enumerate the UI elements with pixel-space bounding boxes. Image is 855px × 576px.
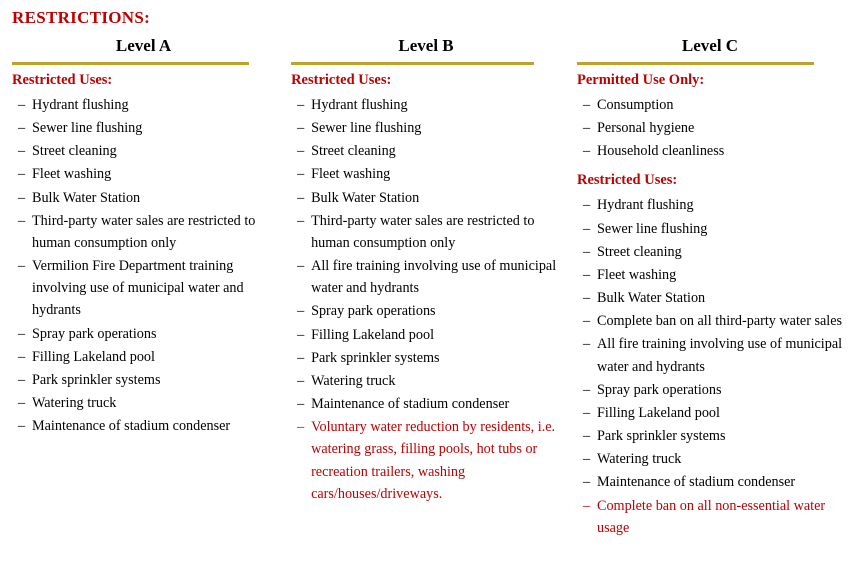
dash-bullet-icon: – — [297, 120, 305, 137]
dash-bullet-icon: – — [18, 258, 26, 275]
section-label: Permitted Use Only: — [577, 72, 705, 88]
list-item-text: Fleet washing — [597, 266, 677, 283]
list-item — [575, 471, 845, 493]
list-item-text: Park sprinkler systems — [311, 349, 440, 366]
heading-rule-level-c — [577, 62, 814, 65]
list-item-text: Park sprinkler systems — [32, 371, 161, 388]
list-item-text: Spray park operations — [311, 303, 436, 320]
list-item-text: Hydrant flushing — [32, 97, 129, 113]
list-item — [10, 94, 277, 116]
dash-bullet-icon: – — [583, 336, 591, 353]
list-item-text: Watering truck — [32, 395, 117, 412]
dash-bullet-icon: – — [583, 197, 591, 214]
list-item — [575, 379, 845, 401]
dash-bullet-icon: – — [18, 325, 26, 342]
list-item — [289, 163, 563, 185]
page-title: RESTRICTIONS: — [12, 8, 151, 27]
column-heading-level-b: Level B — [398, 36, 454, 55]
column-level-b — [289, 36, 575, 506]
restriction-list-b — [289, 94, 563, 505]
levels-container — [10, 36, 845, 540]
list-item — [289, 255, 563, 299]
list-item — [289, 370, 563, 392]
list-item-text: Spray park operations — [32, 325, 157, 342]
dash-bullet-icon: – — [297, 143, 305, 160]
list-item — [10, 415, 277, 437]
list-item — [575, 333, 845, 377]
list-item-highlighted — [289, 416, 563, 505]
dash-bullet-icon: – — [297, 166, 305, 183]
section-label: Restricted Uses: — [577, 172, 678, 189]
dash-bullet-icon: – — [18, 348, 26, 365]
restriction-list-a — [10, 94, 277, 437]
section-label: Restricted Uses: — [291, 72, 392, 88]
list-item — [289, 393, 563, 415]
list-item-text: Spray park operations — [597, 381, 722, 398]
list-item-text: Hydrant flushing — [311, 97, 408, 113]
list-item — [289, 210, 563, 254]
dash-bullet-icon: – — [583, 97, 591, 113]
list-item — [289, 347, 563, 369]
list-item — [575, 94, 845, 116]
list-item-text: Fleet washing — [311, 166, 391, 183]
dash-bullet-icon: – — [297, 303, 305, 320]
list-item — [575, 448, 845, 470]
list-item — [10, 369, 277, 391]
list-item — [575, 117, 845, 139]
list-item — [10, 210, 277, 254]
dash-bullet-icon: – — [583, 243, 591, 260]
list-item — [575, 310, 845, 332]
list-item-text: Bulk Water Station — [32, 189, 141, 206]
dash-bullet-icon: – — [583, 474, 591, 491]
list-item — [575, 241, 845, 263]
list-item — [575, 264, 845, 286]
dash-bullet-icon: – — [297, 419, 305, 436]
heading-rule-level-b — [291, 62, 534, 65]
list-item-text: Sewer line flushing — [311, 120, 422, 137]
list-item-text: All fire training involving use of municipal water and hydrants — [311, 258, 557, 297]
list-item-text: Household cleanliness — [597, 143, 725, 160]
dash-bullet-icon: – — [297, 326, 305, 343]
list-item-highlighted — [575, 495, 845, 539]
list-item — [289, 300, 563, 322]
sections-level-b — [289, 72, 563, 505]
list-item-text: Third-party water sales are restricted to human consumption only — [311, 212, 535, 251]
list-item — [575, 140, 845, 162]
list-item-text: Voluntary water reduction by residents, i.e. watering grass, filling pools, hot tubs or recreation trailers, washing cars/houses/driveways. — [311, 419, 556, 502]
sections-level-c — [575, 72, 845, 539]
section-label: Restricted Uses: — [12, 72, 113, 88]
restriction-list-c — [575, 194, 845, 538]
dash-bullet-icon: – — [18, 143, 26, 160]
list-item-text: All fire training involving use of municipal water and hydrants — [597, 336, 843, 375]
dash-bullet-icon: – — [583, 313, 591, 330]
list-item — [10, 323, 277, 345]
list-item-text: Bulk Water Station — [597, 290, 706, 307]
list-item-text: Street cleaning — [32, 143, 117, 160]
list-item-text: Fleet washing — [32, 166, 112, 183]
list-item-text: Maintenance of stadium condenser — [597, 474, 796, 491]
list-item-text: Vermilion Fire Department training involving use of municipal water and hydrants — [32, 258, 244, 319]
dash-bullet-icon: – — [297, 212, 305, 229]
sections-level-a — [10, 72, 277, 437]
dash-bullet-icon: – — [297, 258, 305, 275]
dash-bullet-icon: – — [583, 220, 591, 237]
section-restricted-uses-c — [575, 172, 845, 538]
dash-bullet-icon: – — [297, 97, 305, 113]
list-item-text: Maintenance of stadium condenser — [311, 396, 510, 413]
dash-bullet-icon: – — [583, 428, 591, 445]
list-item — [575, 287, 845, 309]
list-item — [575, 218, 845, 240]
column-level-a — [10, 36, 289, 438]
dash-bullet-icon: – — [18, 212, 26, 229]
dash-bullet-icon: – — [18, 395, 26, 412]
list-item-text: Complete ban on all third-party water sales — [597, 313, 843, 330]
list-item-text: Street cleaning — [597, 243, 682, 260]
list-item-text: Third-party water sales are restricted to human consumption only — [32, 212, 256, 251]
section-restricted-uses-a — [10, 72, 277, 437]
dash-bullet-icon: – — [583, 266, 591, 283]
list-item — [289, 324, 563, 346]
list-item-text: Bulk Water Station — [311, 189, 420, 206]
list-item — [575, 425, 845, 447]
list-item-text: Complete ban on all non-essential water usage — [597, 497, 826, 536]
list-item-text: Street cleaning — [311, 143, 396, 160]
list-item-text: Watering truck — [311, 372, 396, 389]
list-item — [10, 255, 277, 321]
list-item-text: Maintenance of stadium condenser — [32, 418, 231, 435]
list-item — [289, 94, 563, 116]
dash-bullet-icon: – — [18, 120, 26, 137]
dash-bullet-icon: – — [583, 451, 591, 468]
dash-bullet-icon: – — [583, 143, 591, 160]
list-item-text: Park sprinkler systems — [597, 428, 726, 445]
dash-bullet-icon: – — [18, 418, 26, 435]
list-item-text: Consumption — [597, 97, 674, 113]
dash-bullet-icon: – — [583, 497, 591, 514]
list-item — [575, 194, 845, 216]
list-item-text: Filling Lakeland pool — [597, 404, 720, 421]
section-permitted-use-only-c — [575, 72, 845, 162]
list-item — [10, 187, 277, 209]
list-item-text: Filling Lakeland pool — [311, 326, 435, 343]
dash-bullet-icon: – — [297, 349, 305, 366]
column-level-c — [575, 36, 845, 540]
list-item — [10, 117, 277, 139]
dash-bullet-icon: – — [18, 97, 26, 113]
dash-bullet-icon: – — [583, 404, 591, 421]
list-item-text: Watering truck — [597, 451, 682, 468]
dash-bullet-icon: – — [583, 381, 591, 398]
column-heading-level-c: Level C — [681, 36, 739, 55]
permitted-list-c — [575, 94, 845, 162]
dash-bullet-icon: – — [18, 166, 26, 183]
list-item-text: Hydrant flushing — [597, 197, 694, 214]
heading-rule-level-a — [12, 62, 249, 65]
list-item — [289, 117, 563, 139]
column-heading-level-a: Level A — [115, 36, 172, 55]
list-item — [10, 140, 277, 162]
dash-bullet-icon: – — [297, 372, 305, 389]
list-item — [10, 392, 277, 414]
list-item — [289, 140, 563, 162]
dash-bullet-icon: – — [297, 396, 305, 413]
list-item-text: Personal hygiene — [597, 120, 695, 137]
dash-bullet-icon: – — [297, 189, 305, 206]
list-item — [10, 163, 277, 185]
dash-bullet-icon: – — [18, 371, 26, 388]
dash-bullet-icon: – — [583, 290, 591, 307]
section-restricted-uses-b — [289, 72, 563, 505]
dash-bullet-icon: – — [18, 189, 26, 206]
list-item-text: Filling Lakeland pool — [32, 348, 155, 365]
list-item — [575, 402, 845, 424]
list-item — [10, 346, 277, 368]
dash-bullet-icon: – — [583, 120, 591, 137]
list-item-text: Sewer line flushing — [32, 120, 143, 137]
list-item — [289, 187, 563, 209]
list-item-text: Sewer line flushing — [597, 220, 708, 237]
